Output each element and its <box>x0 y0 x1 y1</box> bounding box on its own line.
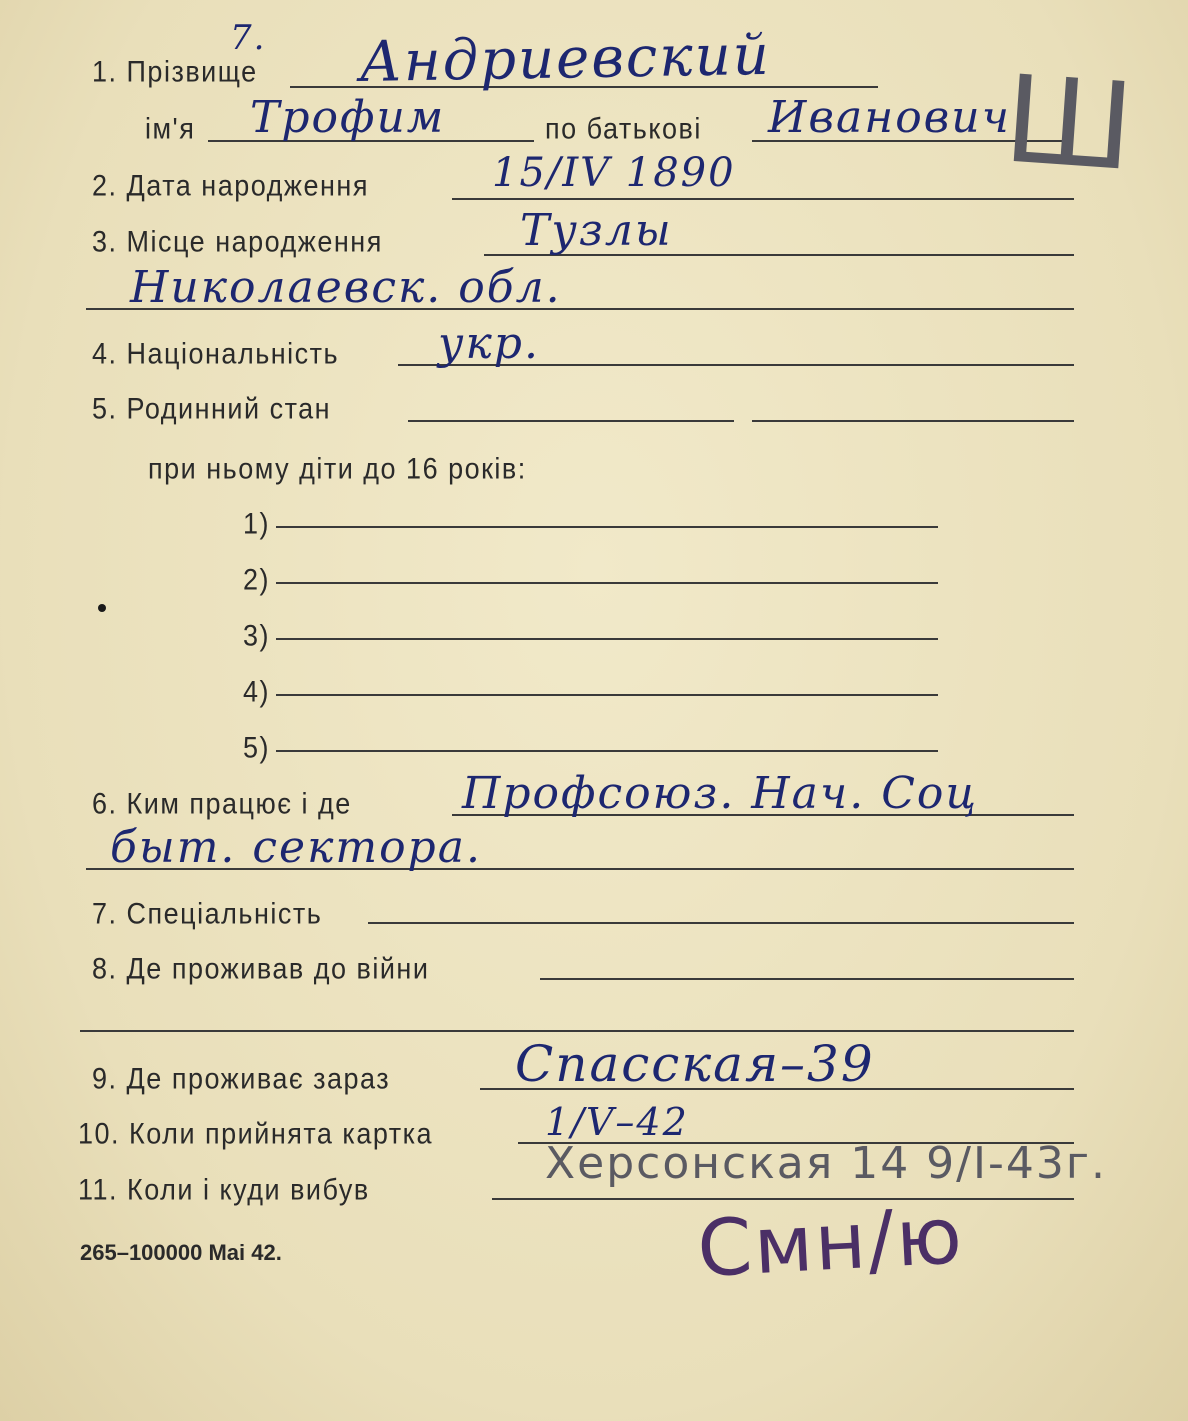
marital-status-line-1 <box>408 420 734 422</box>
number-mark: 7. <box>230 18 267 58</box>
marital-status-label: 5. Родинний стан <box>92 392 332 425</box>
child-1-line <box>276 526 938 528</box>
birth-date-line <box>452 198 1074 200</box>
patronymic-label: по батькові <box>545 112 702 145</box>
child-1-label: 1) <box>243 507 271 540</box>
child-5-label: 5) <box>243 731 271 764</box>
occupation-label: 6. Ким працює і де <box>92 787 352 820</box>
surname-value: Андриевский <box>358 22 772 96</box>
birth-place-value-2: Николаевск. обл. <box>130 262 562 313</box>
first-name-value: Трофим <box>250 92 446 143</box>
child-4-line <box>276 694 938 696</box>
prewar-residence-line-2 <box>80 1030 1074 1032</box>
prewar-residence-line-1 <box>540 978 1074 980</box>
nationality-label: 4. Національність <box>92 337 340 370</box>
child-3-label: 3) <box>243 619 271 652</box>
specialty-label: 7. Спеціальність <box>92 897 323 930</box>
ink-blot <box>98 604 106 612</box>
child-2-line <box>276 582 938 584</box>
surname-label: 1. Прізвище <box>92 55 258 88</box>
birth-date-value: 15/IV 1890 <box>492 150 736 196</box>
departure-value: Херсонская 14 9/I-43г. <box>545 1138 1107 1189</box>
print-footer: 265–100000 Mai 42. <box>80 1240 282 1265</box>
children-label: при ньому діти до 16 років: <box>148 452 527 485</box>
birth-place-value-1: Тузлы <box>520 205 673 256</box>
birth-date-label: 2. Дата народження <box>92 169 369 202</box>
patronymic-value: Иванович <box>768 92 1012 143</box>
prewar-residence-label: 8. Де проживав до війни <box>92 952 430 985</box>
signature: Смн/ю <box>695 1191 966 1295</box>
child-3-line <box>276 638 938 640</box>
nationality-value: укр. <box>438 318 540 369</box>
child-2-label: 2) <box>243 563 271 596</box>
card-accepted-value: 1/V–42 <box>545 1100 689 1144</box>
child-4-label: 4) <box>243 675 271 708</box>
occupation-value-2: быт. сектора. <box>110 822 482 873</box>
departure-label: 11. Коли і куди вибув <box>78 1173 370 1206</box>
pencil-mark: Ш <box>1000 50 1140 199</box>
child-5-line <box>276 750 938 752</box>
birth-place-label: 3. Місце народження <box>92 225 383 258</box>
current-residence-label: 9. Де проживає зараз <box>92 1062 391 1095</box>
card-accepted-label: 10. Коли прийнята картка <box>78 1117 434 1150</box>
current-residence-value: Спасская–39 <box>515 1035 875 1093</box>
marital-status-line-2 <box>752 420 1074 422</box>
specialty-line <box>368 922 1074 924</box>
first-name-label: ім'я <box>145 112 196 145</box>
occupation-value-1: Профсоюз. Нач. Соц <box>462 768 979 819</box>
